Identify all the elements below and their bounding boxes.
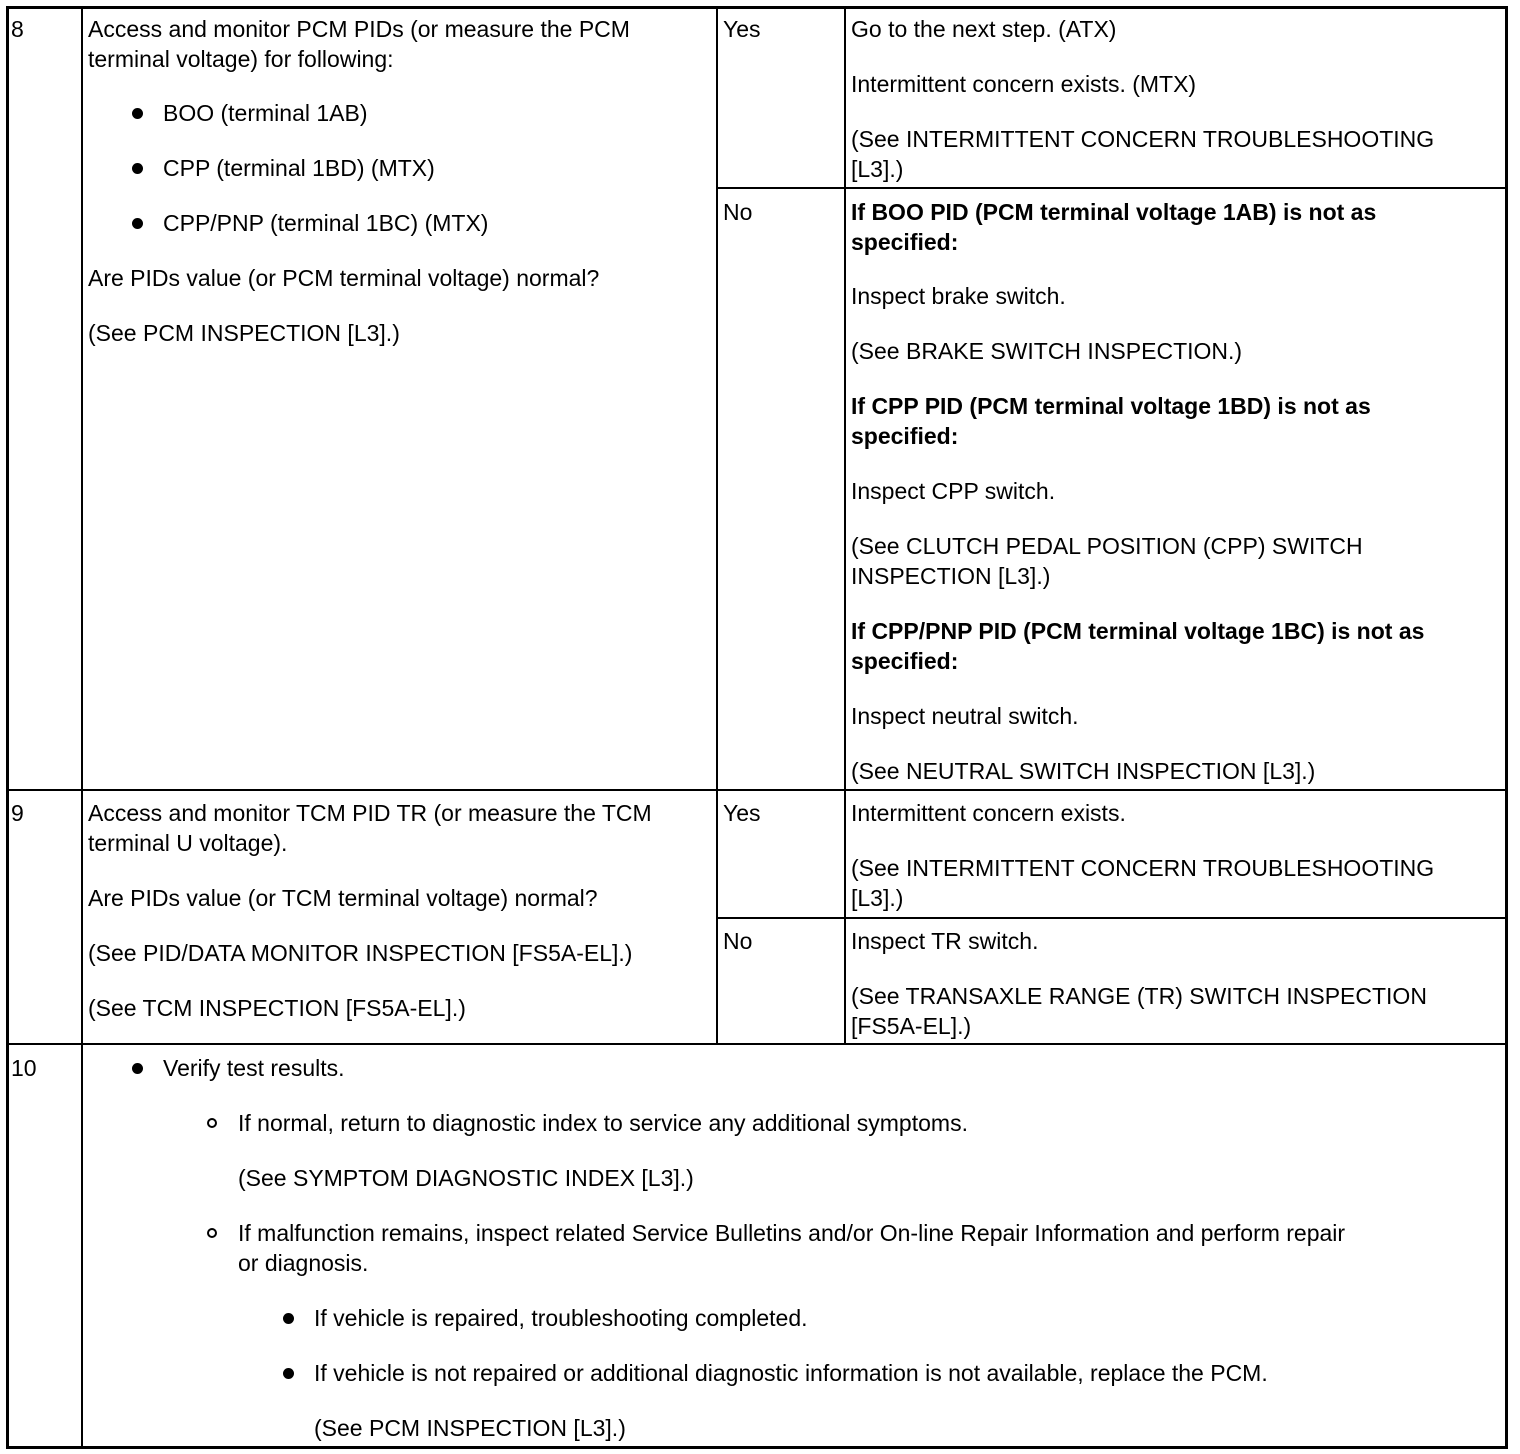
row-divider-8-yes-no bbox=[716, 187, 1505, 189]
row-divider-9-10 bbox=[6, 1043, 1505, 1045]
question-text: Access and monitor TCM PID TR (or measure the TCM bbox=[88, 800, 652, 826]
bullet-item: Verify test results. bbox=[163, 1055, 345, 1081]
step-number: 10 bbox=[11, 1055, 37, 1081]
bullet-item: If malfunction remains, inspect related Service Bulletins and/or On-line Repair Information and perform repair bbox=[238, 1220, 1346, 1246]
action-text: Inspect brake switch. bbox=[851, 283, 1066, 309]
reference-text: [FS5A-EL].) bbox=[851, 1013, 972, 1039]
bullet-item: If vehicle is repaired, troubleshooting completed. bbox=[314, 1305, 808, 1331]
sub-bullet-icon bbox=[207, 1228, 217, 1238]
reference-text: INSPECTION [L3].) bbox=[851, 563, 1051, 589]
bullet-item: If normal, return to diagnostic index to service any additional symptoms. bbox=[238, 1110, 968, 1136]
reference-text: (See TRANSAXLE RANGE (TR) SWITCH INSPECTION bbox=[851, 983, 1427, 1009]
bullet-icon bbox=[132, 218, 143, 229]
bullet-icon bbox=[132, 163, 143, 174]
sub-bullet-icon bbox=[207, 1118, 217, 1128]
action-text: Inspect TR switch. bbox=[851, 928, 1039, 954]
question-text: terminal U voltage). bbox=[88, 830, 288, 856]
no-label: No bbox=[723, 928, 753, 954]
reference-text: (See INTERMITTENT CONCERN TROUBLESHOOTING bbox=[851, 855, 1435, 881]
action-text: Inspect neutral switch. bbox=[851, 703, 1079, 729]
bullet-item: or diagnosis. bbox=[238, 1250, 369, 1276]
row-divider-8-9 bbox=[6, 789, 1505, 791]
bullet-item: BOO (terminal 1AB) bbox=[163, 100, 368, 126]
condition-heading: If CPP/PNP PID (PCM terminal voltage 1BC) is not as bbox=[851, 618, 1425, 644]
bullet-icon bbox=[283, 1368, 294, 1379]
bullet-icon bbox=[283, 1313, 294, 1324]
no-label: No bbox=[723, 199, 753, 225]
condition-heading: specified: bbox=[851, 229, 959, 255]
action-text: Inspect CPP switch. bbox=[851, 478, 1056, 504]
reference-text: (See TCM INSPECTION [FS5A-EL].) bbox=[88, 995, 466, 1021]
bullet-icon bbox=[132, 1063, 143, 1074]
yes-label: Yes bbox=[723, 16, 761, 42]
condition-heading: If CPP PID (PCM terminal voltage 1BD) is not as bbox=[851, 393, 1371, 419]
action-text: Go to the next step. (ATX) bbox=[851, 16, 1117, 42]
reference-text: (See PCM INSPECTION [L3].) bbox=[88, 320, 400, 346]
question-text: Access and monitor PCM PIDs (or measure the PCM bbox=[88, 16, 630, 42]
condition-heading: specified: bbox=[851, 648, 959, 674]
condition-heading: specified: bbox=[851, 423, 959, 449]
reference-text: [L3].) bbox=[851, 156, 904, 182]
row-divider-9-yes-no bbox=[716, 917, 1505, 919]
reference-text: (See SYMPTOM DIAGNOSTIC INDEX [L3].) bbox=[238, 1165, 694, 1191]
question-prompt: Are PIDs value (or PCM terminal voltage) normal? bbox=[88, 265, 600, 291]
reference-text: (See BRAKE SWITCH INSPECTION.) bbox=[851, 338, 1243, 364]
step-number: 8 bbox=[11, 16, 24, 42]
action-text: Intermittent concern exists. (MTX) bbox=[851, 71, 1197, 97]
reference-text: [L3].) bbox=[851, 885, 904, 911]
reference-text: (See PID/DATA MONITOR INSPECTION [FS5A-EL].) bbox=[88, 940, 633, 966]
reference-text: (See NEUTRAL SWITCH INSPECTION [L3].) bbox=[851, 758, 1316, 784]
column-divider-question bbox=[716, 6, 718, 1045]
action-text: Intermittent concern exists. bbox=[851, 800, 1126, 826]
question-prompt: Are PIDs value (or TCM terminal voltage) normal? bbox=[88, 885, 598, 911]
reference-text: (See INTERMITTENT CONCERN TROUBLESHOOTING bbox=[851, 126, 1435, 152]
bullet-icon bbox=[132, 108, 143, 119]
bullet-item: CPP (terminal 1BD) (MTX) bbox=[163, 155, 435, 181]
reference-text: (See CLUTCH PEDAL POSITION (CPP) SWITCH bbox=[851, 533, 1363, 559]
yes-label: Yes bbox=[723, 800, 761, 826]
question-text: terminal voltage) for following: bbox=[88, 46, 394, 72]
condition-heading: If BOO PID (PCM terminal voltage 1AB) is not as bbox=[851, 199, 1377, 225]
column-divider-result bbox=[844, 6, 846, 1045]
reference-text: (See PCM INSPECTION [L3].) bbox=[314, 1415, 626, 1441]
bullet-item: CPP/PNP (terminal 1BC) (MTX) bbox=[163, 210, 489, 236]
step-number: 9 bbox=[11, 800, 24, 826]
column-divider-step bbox=[81, 6, 83, 1446]
bullet-item: If vehicle is not repaired or additional diagnostic information is not available, replace the PCM. bbox=[314, 1360, 1268, 1386]
